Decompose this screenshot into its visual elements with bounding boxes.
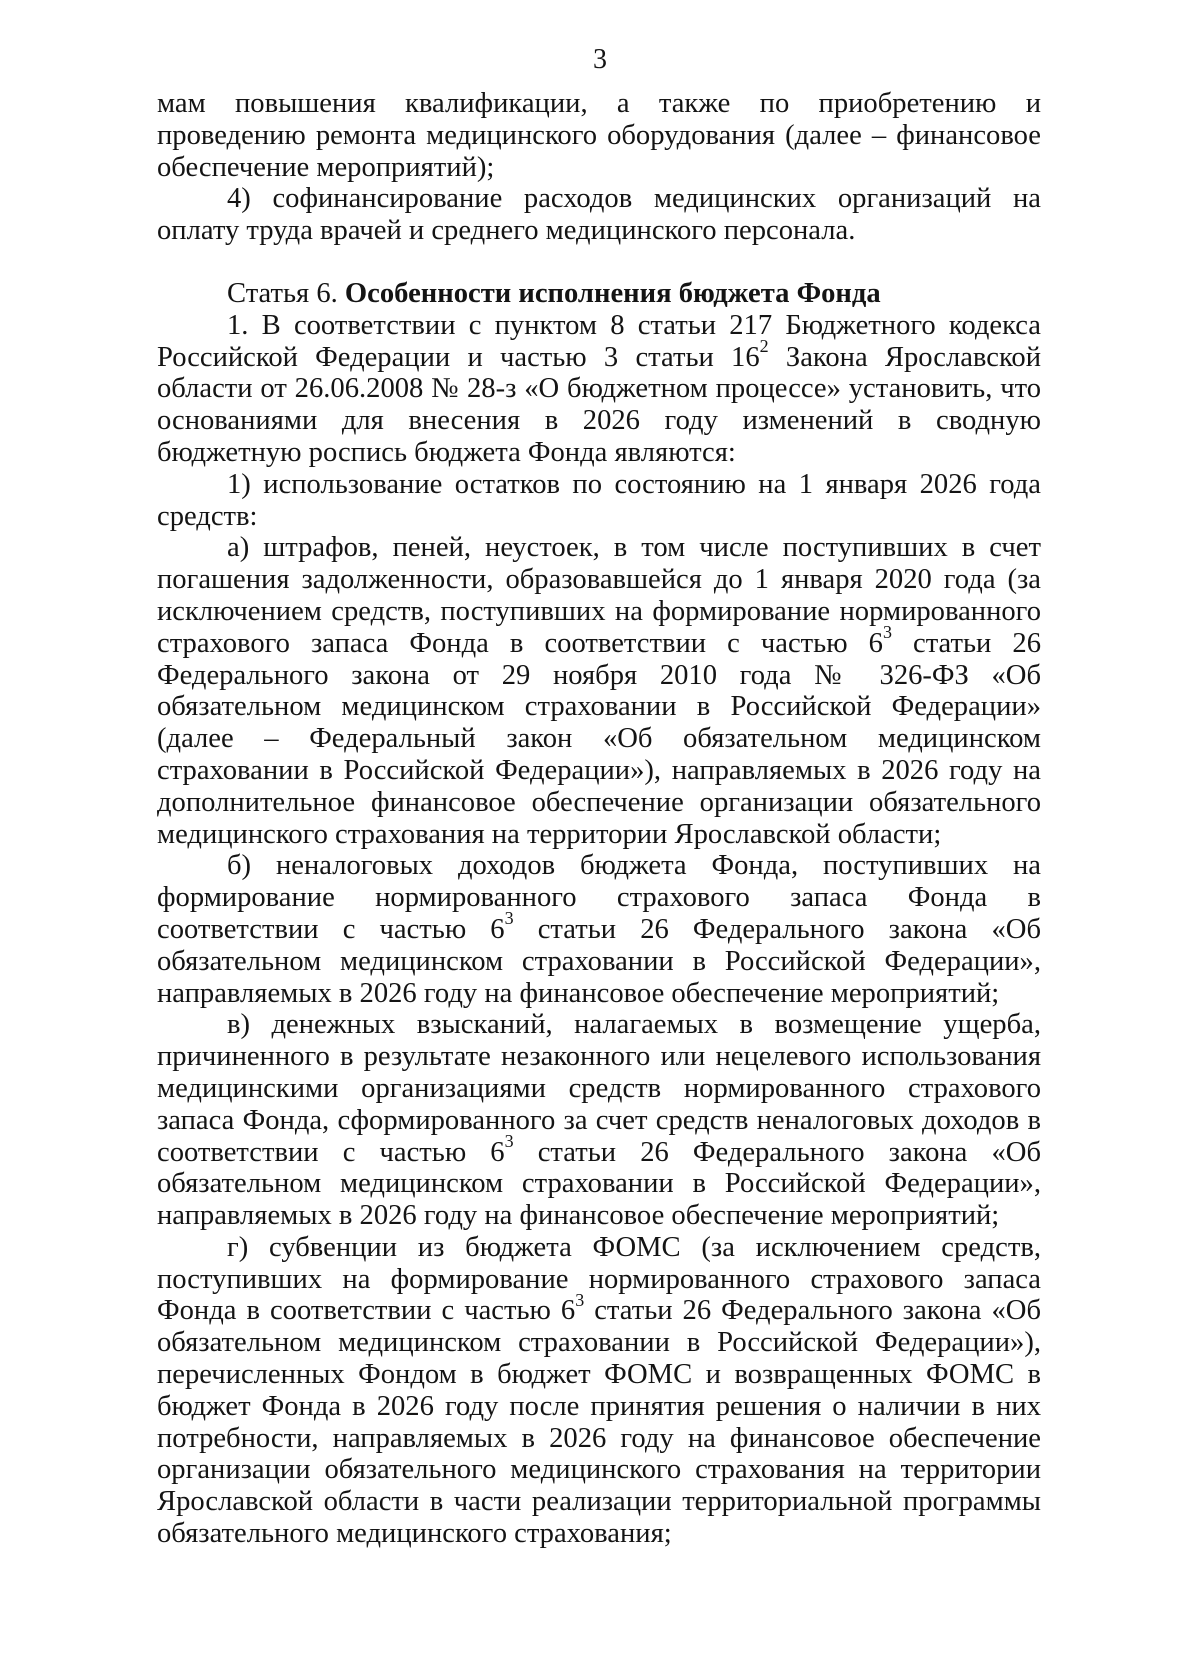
item-b-text-a: б) неналоговых доходов бюджета Фонда, поступивших на формирование нормированного страхового запаса Фонда в соответствии с частью 6 (157, 850, 1041, 945)
page-number: 3 (593, 44, 607, 75)
item-b-text-b: статьи 26 Федерального закона «Об обязательном медицинском страховании в Российской Федерации», направляемых в 2026 году на финансовое обеспечение мероприятий; (157, 913, 1041, 1009)
article-heading (157, 278, 1041, 310)
paragraph-clause-1 (157, 310, 1041, 469)
paragraph-continuation: мам повышения квалификации, а также по приобретению и проведению ремонта медицинского оборудования (далее – финансовое обеспечение мероприятий); (157, 88, 1041, 183)
paragraph-item-4: 4) софинансирование расходов медицинских организаций на оплату труда врачей и среднего медицинского персонала. (157, 183, 1041, 247)
paragraph-item-a (157, 532, 1041, 850)
clause-1-text-b: Закона Ярославской области от 26.06.2008 № 28-з «О бюджетном процессе» установить, что основаниями для внесения в 2026 году изменений в сводную бюджетную роспись бюджета Фонда являются: (157, 341, 1041, 468)
document-body (157, 88, 1041, 1550)
paragraph-item-b (157, 850, 1041, 1009)
clause-1-text-a: 1. В соответствии с пунктом 8 статьи 217 Бюджетного кодекса Российской Федерации и частью 3 статьи 16 (157, 309, 1041, 373)
article-prefix: Статья 6. (227, 277, 345, 309)
item-g-superscript: 3 (575, 1289, 585, 1310)
item-a-text-b: статьи 26 Федерального закона от 29 ноября 2010 года № 326-ФЗ «Об обязательном медицинском страховании в Российской Федерации» (далее – Федеральный закон «Об обязательном медицинском страховании в Российской Федерации»), направляемых в 2026 году на дополнительное финансовое обеспечение организации обязательного медицинского страхования на территории Ярославской области; (157, 627, 1042, 850)
paragraph-item-g (157, 1232, 1041, 1550)
article-title: Особенности исполнения бюджета Фонда (344, 277, 881, 309)
item-v-text-b: статьи 26 Федерального закона «Об обязательном медицинском страховании в Российской Федерации», направляемых в 2026 году на финансовое обеспечение мероприятий; (157, 1136, 1041, 1232)
paragraph-subclause-1: 1) использование остатков по состоянию на 1 января 2026 года средств: (157, 468, 1041, 532)
item-g-text-a: г) субвенции из бюджета ФОМС (за исключением средств, поступивших на формирование нормированного страхового запаса Фонда в соответствии с частью 6 (157, 1231, 1041, 1327)
item-v-text-a: в) денежных взысканий, налагаемых в возмещение ущерба, причиненного в результате незаконного или нецелевого использования медицинскими организациями средств нормированного страхового запаса Фонда, сформированного за счет средств неналоговых доходов в соответствии с частью 6 (157, 1009, 1041, 1168)
clause-1-superscript: 2 (759, 336, 769, 357)
item-b-superscript: 3 (504, 908, 514, 929)
item-v-superscript: 3 (504, 1130, 514, 1151)
item-a-superscript: 3 (882, 622, 892, 643)
item-a-text-a: а) штрафов, пеней, неустоек, в том числе поступивших в счет погашения задолженности, образовавшейся до 1 января 2020 года (за исключением средств, поступивших на формирование нормированного страхового запаса Фонда в соответствии с частью 6 (157, 532, 1041, 659)
paragraph-item-v (157, 1009, 1041, 1232)
item-g-text-b: статьи 26 Федерального закона «Об обязательном медицинском страховании в Российской Федерации»), перечисленных Фондом в бюджет ФОМС и возвращенных ФОМС в бюджет Фонда в 2026 году после принятия решения о наличии в них потребности, направляемых в 2026 году на финансовое обеспечение организации обязательного медицинского страхования на территории Ярославской области в части реализации территориальной программы обязательного медицинского страхования; (157, 1295, 1041, 1550)
